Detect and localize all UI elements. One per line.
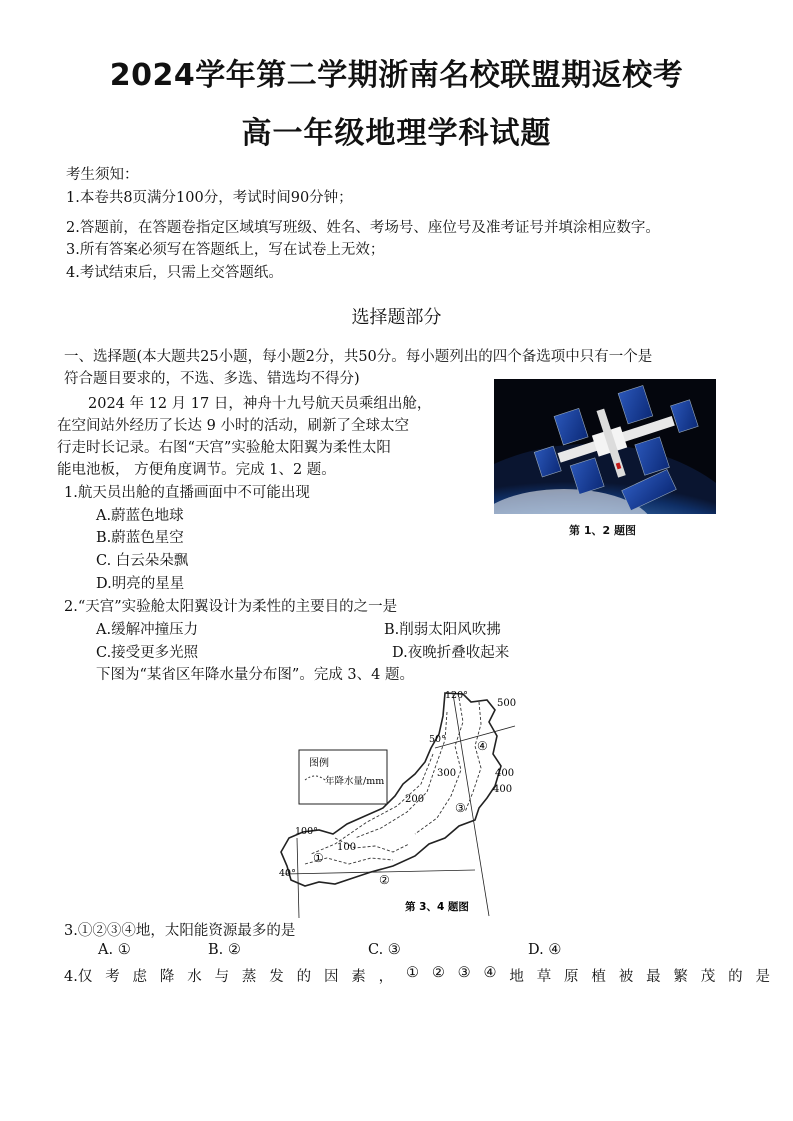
map-lat-50: 50° [429, 734, 446, 745]
passage1-line-2: 在空间站外经历了长达 9 小时的活动，刷新了全球太空 [57, 418, 409, 434]
map-lat-40: 40° [279, 868, 296, 879]
passage1-line-4: 能电池板， 方便角度调节。完成 1、2 题。 [57, 462, 336, 478]
region-marker-2: ② [379, 873, 390, 887]
q4-stem: 4.仅 考 虑 降 水 与 蒸 发 的 因 素 ， ① ② ③ ④ 地 草 原 植 被 最 繁 茂 的 是 [64, 965, 770, 985]
isoline-label-400-a: 400 [495, 768, 515, 779]
region-marker-4: ④ [477, 739, 488, 753]
notice-item-3: 3.所有答案必须写在答题纸上，写在试卷上无效； [66, 242, 385, 258]
q1-option-d: D.明亮的星星 [96, 576, 185, 592]
q3-option-a: A. ① [98, 942, 131, 958]
passage1-line-1: 2024 年 12 月 17 日，神舟十九号航天员乘组出舱， [88, 396, 432, 412]
exam-title: 2024学年第二学期浙南名校联盟期返校考 [109, 58, 684, 93]
q1-stem: 1.航天员出舱的直播画面中不可能出现 [64, 485, 310, 501]
passage1-line-3: 行走时长记录。右图“天宫”实验舱太阳翼为柔性太阳 [57, 440, 391, 456]
q2-option-c: C.接受更多光照 [96, 645, 199, 661]
isoline-label-200: 200 [405, 794, 425, 805]
section-intro-line-1: 一、选择题(本大题共25小题，每小题2分，共50分。每小题列出的四个备选项中只有一个是 [64, 349, 653, 365]
map-lon-100: 100° [295, 826, 318, 837]
notice-item-2: 2.答题前，在答题卷指定区域填写班级、姓名、考场号、座位号及准考证号并填涂相应数字。 [66, 220, 660, 236]
q3-option-b: B. ② [208, 942, 241, 958]
map-lon-120: 120° [445, 690, 468, 701]
isoline-label-500: 500 [497, 698, 517, 709]
q3-option-c: C. ③ [368, 942, 401, 958]
precipitation-map [275, 688, 535, 918]
figure-1-2-caption: 第 1、2 题图 [569, 524, 636, 537]
section-title: 选择题部分 [351, 307, 442, 328]
q2-option-d: D.夜晚折叠收起来 [392, 645, 510, 661]
q1-option-a: A.蔚蓝色地球 [96, 508, 184, 524]
q1-option-b: B.蔚蓝色星空 [96, 530, 184, 546]
q2-option-b: B.削弱太阳风吹拂 [384, 622, 501, 638]
notice-item-1: 1.本卷共8页满分100分，考试时间90分钟； [66, 190, 353, 206]
figure-3-4-caption: 第 3、4 题图 [405, 901, 469, 913]
notice-item-4: 4.考试结束后，只需上交答题纸。 [66, 265, 283, 281]
exam-subtitle: 高一年级地理学科试题 [241, 116, 552, 151]
region-marker-3: ③ [455, 801, 466, 815]
q2-stem: 2.“天宫”实验舱太阳翼设计为柔性的主要目的之一是 [64, 599, 398, 615]
isoline-label-100: 100 [337, 842, 357, 853]
q2-option-a: A.缓解冲撞压力 [96, 622, 199, 638]
section-intro-line-2: 符合题目要求的，不选、多选、错选均不得分) [64, 371, 360, 387]
q1-option-c: C. 白云朵朵飘 [96, 553, 189, 569]
region-marker-1: ① [313, 851, 324, 865]
isoline-label-400-b: 400 [493, 784, 513, 795]
q3-option-d: D. ④ [528, 942, 562, 958]
passage2-line: 下图为“某省区年降水量分布图”。完成 3、4 题。 [96, 667, 414, 683]
map-legend-item: 年降水量/mm [325, 776, 385, 787]
notice-heading: 考生须知： [66, 167, 139, 183]
q3-stem: 3.①②③④地，太阳能资源最多的是 [64, 923, 296, 939]
space-station-photo [494, 379, 716, 514]
map-legend-title: 图例 [309, 758, 329, 769]
isoline-label-300: 300 [437, 768, 457, 779]
